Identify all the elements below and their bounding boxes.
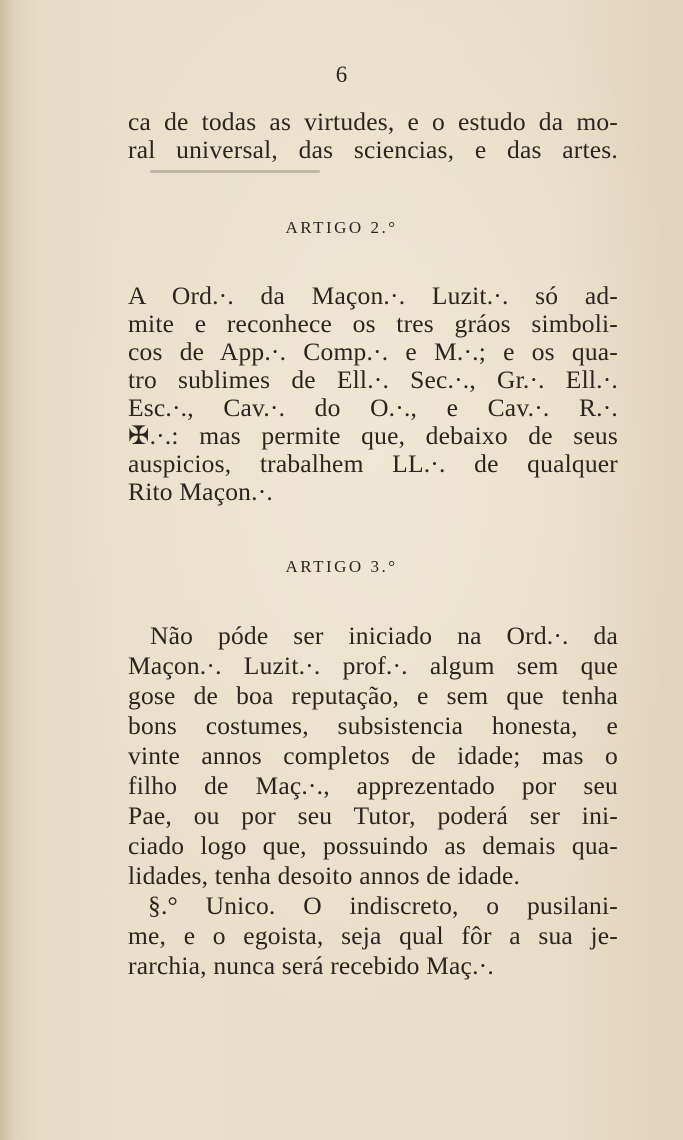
text-line: bons costumes, subsistencia honesta, e bbox=[128, 711, 618, 740]
text-line: cos de App.·. Comp.·. e M.·.; e os qua- bbox=[128, 337, 618, 366]
text-line: ciado logo que, possuindo as demais qua- bbox=[128, 831, 618, 860]
text-line: auspicios, trabalhem LL.·. de qualquer bbox=[128, 449, 618, 478]
text-line-last: Rito Maçon.·. bbox=[128, 477, 273, 506]
text-line: ✠.·.: mas permite que, debaixo de seus bbox=[128, 421, 618, 450]
text-line: Maçon.·. Luzit.·. prof.·. algum sem que bbox=[128, 651, 618, 680]
text-line: mite e reconhece os tres gráos simboli- bbox=[128, 309, 618, 338]
text-line-indented: §.° Unico. O indiscreto, o pusilani- bbox=[148, 891, 618, 920]
text-line-last: rarchia, nunca será recebido Maç.·. bbox=[128, 951, 494, 980]
text-line: me, e o egoista, seja qual fôr a sua je- bbox=[128, 921, 618, 950]
text-line: A Ord.·. da Maçon.·. Luzit.·. só ad- bbox=[128, 281, 618, 310]
page-number: 6 bbox=[335, 62, 348, 87]
text-line: ral universal, das sciencias, e das artes. bbox=[128, 135, 618, 164]
ink-bleed-mark bbox=[150, 170, 320, 173]
text-line-last: lidades, tenha desoito annos de idade. bbox=[128, 861, 521, 890]
text-line: vinte annos completos de idade; mas o bbox=[128, 741, 618, 770]
text-line: ca de todas as virtudes, e o estudo da mo- bbox=[128, 107, 618, 136]
text-line: tro sublimes de Ell.·. Sec.·., Gr.·. Ell.·. bbox=[128, 365, 618, 394]
article-2-heading: ARTIGO 2.° bbox=[285, 218, 398, 237]
text-line: filho de Maç.·., apprezentado por seu bbox=[128, 771, 618, 800]
text-line: Pae, ou por seu Tutor, poderá ser ini- bbox=[128, 801, 618, 830]
text-line: gose de boa reputação, e sem que tenha bbox=[128, 681, 618, 710]
text-line: Esc.·., Cav.·. do O.·., e Cav.·. R.·. bbox=[128, 393, 618, 422]
article-3-heading: ARTIGO 3.° bbox=[285, 557, 398, 576]
text-line-indented: Não póde ser iniciado na Ord.·. da bbox=[150, 621, 618, 650]
